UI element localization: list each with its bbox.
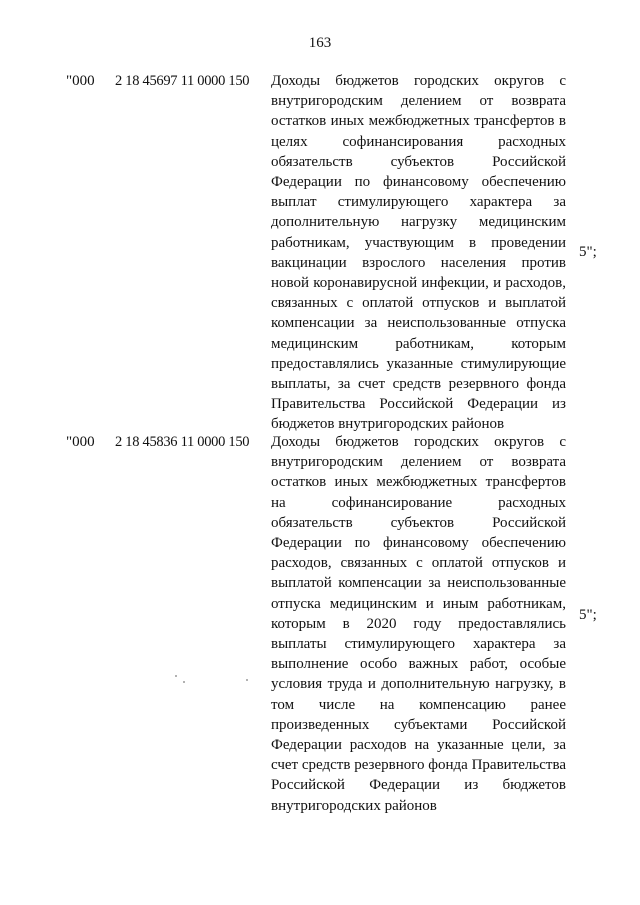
description-line: компенсации за неиспользованные отпуска bbox=[271, 315, 566, 332]
description-line: выполнение особо важных работ, особые bbox=[271, 656, 566, 673]
description-line: счет средств резервного фонда Правительства bbox=[271, 757, 566, 774]
scan-speck bbox=[246, 679, 248, 681]
description-line: на софинансирование расходных bbox=[271, 494, 566, 511]
scan-speck bbox=[183, 681, 185, 683]
description-line: внутригородским делением от возврата bbox=[271, 93, 566, 110]
description-line: работникам, участвующим в проведении bbox=[271, 234, 566, 251]
description-line: Федерации расходов на указанные цели, за bbox=[271, 737, 566, 754]
description-line: Доходы бюджетов городских округов с bbox=[271, 434, 566, 450]
description-line: бюджетов внутригородских районов bbox=[271, 416, 505, 433]
description-line: предоставлялись указанные стимулирующие bbox=[271, 355, 566, 372]
admin-code: "000 bbox=[66, 434, 95, 450]
description-line: остатков иных межбюджетных трансфертов в bbox=[271, 113, 566, 130]
description-line: условия труда и дополнительную нагрузку, в bbox=[271, 676, 566, 693]
description-line: дополнительную нагрузку медицинским bbox=[271, 214, 566, 231]
description-line: Российской Федерации из бюджетов bbox=[271, 777, 566, 794]
revenue-description bbox=[271, 432, 566, 816]
description-line: вакцинации взрослого населения против bbox=[271, 254, 566, 271]
revenue-description bbox=[271, 71, 566, 435]
description-line: Федерации по финансовому обеспечению bbox=[271, 174, 566, 191]
description-line: Правительства Российской Федерации из bbox=[271, 396, 566, 413]
admin-code: "000 bbox=[66, 73, 95, 89]
description-line: том числе на компенсацию ранее bbox=[271, 696, 566, 713]
description-line: внутригородских районов bbox=[271, 797, 437, 814]
description-line: целях софинансирования расходных bbox=[271, 133, 566, 150]
description-line: остатков иных межбюджетных трансфертов bbox=[271, 474, 566, 491]
description-line: выплат стимулирующего характера за bbox=[271, 194, 566, 211]
description-line: которым в 2020 году предоставлялись bbox=[271, 615, 566, 632]
description-line: выплаты стимулирующего характера за bbox=[271, 636, 566, 653]
amount-value: 5"; bbox=[579, 244, 597, 260]
scan-speck bbox=[175, 675, 177, 677]
budget-classification-code: 2 18 45697 11 0000 150 bbox=[115, 73, 250, 89]
description-line: внутригородским делением от возврата bbox=[271, 454, 566, 471]
amount-value: 5"; bbox=[579, 607, 597, 623]
description-line: расходов, связанных с оплатой отпусков и bbox=[271, 555, 566, 572]
description-line: Федерации по финансовому обеспечению bbox=[271, 535, 566, 552]
description-line: новой коронавирусной инфекции, и расходов, bbox=[271, 275, 566, 292]
description-line: обязательств субъектов Российской bbox=[271, 153, 566, 170]
page-number: 163 bbox=[308, 35, 332, 51]
description-line: Доходы бюджетов городских округов с bbox=[271, 73, 566, 89]
description-line: отпуска медицинским и иным работникам, bbox=[271, 595, 566, 612]
budget-classification-code: 2 18 45836 11 0000 150 bbox=[115, 434, 250, 450]
description-line: выплатой компенсации за неиспользованные bbox=[271, 575, 566, 592]
description-line: медицинским работникам, которым bbox=[271, 335, 566, 352]
description-line: произведенных субъектами Российской bbox=[271, 716, 566, 733]
description-line: связанных с оплатой отпусков и выплатой bbox=[271, 295, 566, 312]
description-line: выплаты, за счет средств резервного фонда bbox=[271, 376, 566, 393]
description-line: обязательств субъектов Российской bbox=[271, 514, 566, 531]
